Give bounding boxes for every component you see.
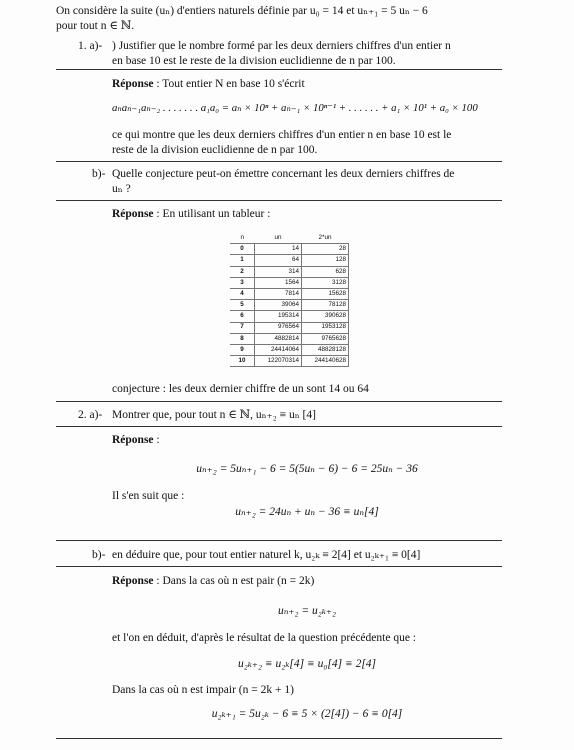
divider [56,566,502,567]
table-row [230,356,349,367]
table-row [230,333,349,344]
intro-line-1: On considère la suite (uₙ) d'entiers naturels définie par u₀ = 14 et uₙ₊₁ = 5 uₙ − 6 [56,5,428,17]
divider [56,161,502,162]
table-2un-cell: 9765628 [302,333,349,344]
table-index-cell: 9 [230,344,255,355]
answer-text: : Dans la cas où n est pair (n = 2k) [153,575,315,587]
table-un-cell: 24414064 [255,344,302,355]
q2a-text: Montrer que, pour tout n ∈ ℕ, uₙ₊₂ ≡ uₙ [4] [112,409,316,421]
table-2un-cell: 3128 [302,277,349,288]
table-2un-cell: 390628 [302,311,349,322]
table-un-cell: 14 [255,244,302,255]
q1a-text-1: ) Justifier que le nombre formé par les deux derniers chiffres d'un entier n [112,40,451,52]
table-2un-cell: 78128 [302,300,349,311]
q1a-answer-3: reste de la division euclidienne de n par 100. [112,144,318,156]
table-index-cell: 3 [230,277,255,288]
q2a-equation-1: uₙ₊₂ = 5uₙ₊₁ − 6 = 5(5uₙ − 6) − 6 = 25uₙ − 36 [196,463,418,475]
q1b-answer-line [112,207,270,222]
table-un-cell: 7814 [255,288,302,299]
table-header-cell: 2*un [302,233,349,244]
q1a-formula: aₙaₙ₋₁aₙ₋₂ . . . . . . . a₁a₀ = aₙ × 10ⁿ + aₙ₋₁ × 10ⁿ⁻¹ + . . . . . . + a₁ × 10¹ + a₀ × 100 [112,102,478,114]
table-index-cell: 2 [230,266,255,277]
answer-text: : [153,434,160,446]
q2b-equation-2: u₂ₖ₊₂ ≡ u₂ₖ[4] ≡ u₀[4] ≡ 2[4] [237,658,377,670]
answer-text: : En utilisant un tableur : [153,208,271,220]
q1b-conjecture: conjecture : les deux dernier chiffre de un sont 14 ou 64 [112,383,369,395]
table-2un-cell: 15628 [302,288,349,299]
spreadsheet-table [230,233,349,367]
q2a-number: 2. a)- [78,409,103,421]
q2a-equation-2: uₙ₊₂ = 24uₙ + uₙ − 36 ≡ uₙ[4] [235,506,379,518]
table-2un-cell: 28 [302,244,349,255]
q1b-number: b)- [92,168,106,180]
table-2un-cell: 48828128 [302,344,349,355]
divider [56,200,502,201]
table-2un-cell: 244140628 [302,356,349,367]
table-index-cell: 0 [230,244,255,255]
table-row [230,266,349,277]
q1a-answer-line [112,77,305,92]
q2b-answer-line [112,574,314,589]
table-index-cell: 8 [230,333,255,344]
table-index-cell: 7 [230,322,255,333]
table-2un-cell: 128 [302,255,349,266]
reponse-label: Réponse [112,575,154,587]
reponse-label: Réponse [112,78,154,90]
table-row [230,322,349,333]
answer-text: : Tout entier N en base 10 s'écrit [153,78,305,90]
divider [56,426,502,427]
table-un-cell: 4882814 [255,333,302,344]
table-un-cell: 976564 [255,322,302,333]
table-index-cell: 10 [230,356,255,367]
intro-line-2: pour tout n ∈ ℕ. [56,20,135,32]
table-header-cell: n [230,233,255,244]
table-un-cell: 64 [255,255,302,266]
table-un-cell: 39064 [255,300,302,311]
table-row [230,300,349,311]
q2b-equation-1: uₙ₊₂ = u₂ₖ₊₂ [278,605,336,617]
q2b-number: b)- [92,549,106,561]
q1b-text-2: uₙ ? [112,183,131,195]
spreadsheet-table-wrap [230,233,349,367]
table-header-row [230,233,349,244]
divider [56,738,502,739]
table-index-cell: 4 [230,288,255,299]
table-row [230,244,349,255]
q1a-number: 1. a)- [78,40,103,52]
table-row [230,288,349,299]
table-un-cell: 314 [255,266,302,277]
table-index-cell: 6 [230,311,255,322]
table-header-cell: un [255,233,302,244]
q2b-equation-3: u₂ₖ₊₁ = 5u₂ₖ − 6 ≡ 5 × (2[4]) − 6 ≡ 0[4] [211,708,403,720]
divider [56,401,502,402]
q2b-text: en déduire que, pour tout entier naturel k, u₂ₖ ≡ 2[4] et u₂ₖ₊₁ ≡ 0[4] [112,549,421,561]
q1b-text-1: Quelle conjecture peut-on émettre concernant les deux derniers chiffres de [112,168,455,180]
table-2un-cell: 1953128 [302,322,349,333]
divider [56,540,502,541]
q2b-answer-2: et l'on en déduit, d'après le résultat de la question précédente que : [112,632,416,644]
table-row [230,255,349,266]
table-un-cell: 122070314 [255,356,302,367]
table-index-cell: 5 [230,300,255,311]
table-index-cell: 1 [230,255,255,266]
table-un-cell: 1564 [255,277,302,288]
table-row [230,344,349,355]
q2b-answer-3: Dans la cas où n est impair (n = 2k + 1) [112,684,294,696]
table-2un-cell: 628 [302,266,349,277]
table-row [230,311,349,322]
divider [56,69,502,70]
table-un-cell: 195314 [255,311,302,322]
reponse-label: Réponse [112,434,154,446]
q1a-answer-2: ce qui montre que les deux derniers chiffres d'un entier n en base 10 est le [112,129,452,141]
q2a-answer-line [112,433,160,448]
q1a-text-2: en base 10 est le reste de la division euclidienne de n par 100. [112,55,396,67]
q2a-answer-2: Il s'en suit que : [112,490,185,502]
table-row [230,277,349,288]
reponse-label: Réponse [112,208,154,220]
